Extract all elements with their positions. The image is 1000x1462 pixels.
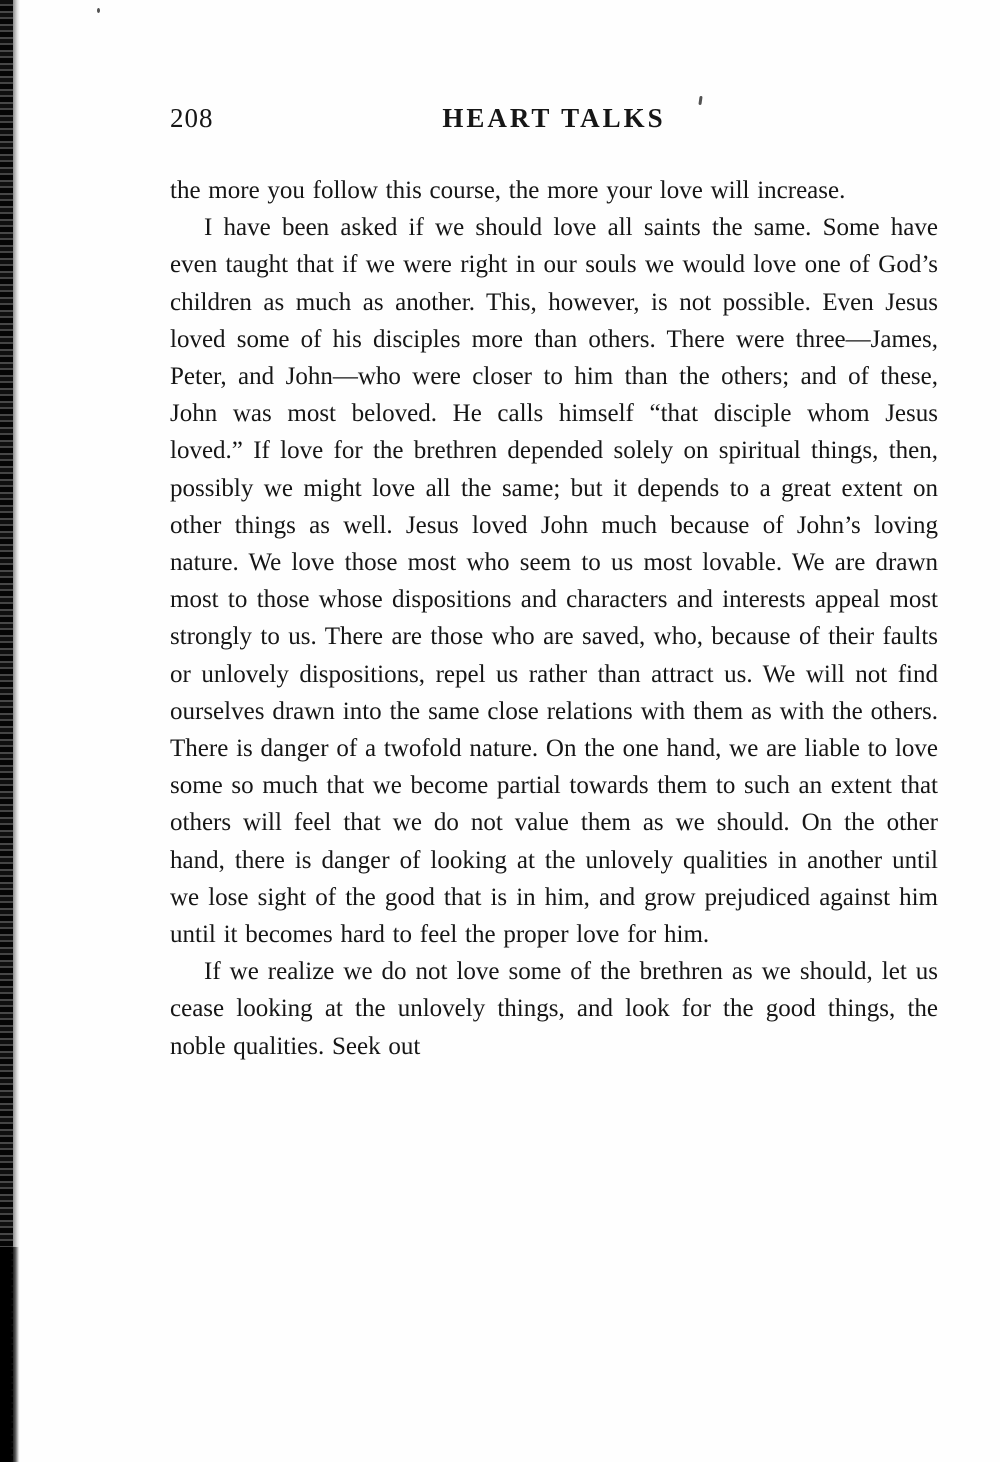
page-number: 208: [170, 103, 214, 133]
scan-binding-artifact: [0, 0, 13, 1462]
running-head-title: HEART TALKS: [442, 103, 666, 133]
scan-speck: [97, 8, 100, 13]
body-text: [170, 172, 938, 1065]
page-header: [170, 103, 938, 135]
paragraph-closing: If we realize we do not love some of the brethren as we should, let us cease looking at the unlovely things, and look for the good things, the noble qualities. Seek out: [170, 958, 938, 1060]
paragraph-continuation: the more you follow this course, the more your love will increase.: [170, 177, 846, 204]
paragraph-main: I have been asked if we should love all saints the same. Some have even taught that if we were right in our souls we would love one of God’s children as much as another. This, however, is not possible. Even Jesus loved some of his disciples more than others. There were three—James, Peter, and John—who were closer to him than the others; and of these, John was most beloved. He calls himself “that disciple whom Jesus loved.” If love for the brethren depended solely on spiritual things, then, possibly we might love all the same; but it depends to a great extent on other things as well. Jesus loved John much because of John’s loving nature. We love those most who seem to us most lovable. We are drawn most to those whose dispositions and characters and interests appeal most strongly to us. There are those who are saved, who, because of their faults or unlovely dispositions, repel us rather than attract us. We will not find ourselves drawn into the same close relations with them as with the others. There is danger of a twofold nature. On the one hand, we are liable to love some so much that we become partial towards them to such an extent that others will feel that we do not value them as we should. On the other hand, there is danger of looking at the unlovely qualities in another until we lose sight of the good that is in him, and grow prejudiced against him until it becomes hard to feel the proper love for him.: [170, 214, 938, 949]
page-content: [170, 103, 938, 1065]
